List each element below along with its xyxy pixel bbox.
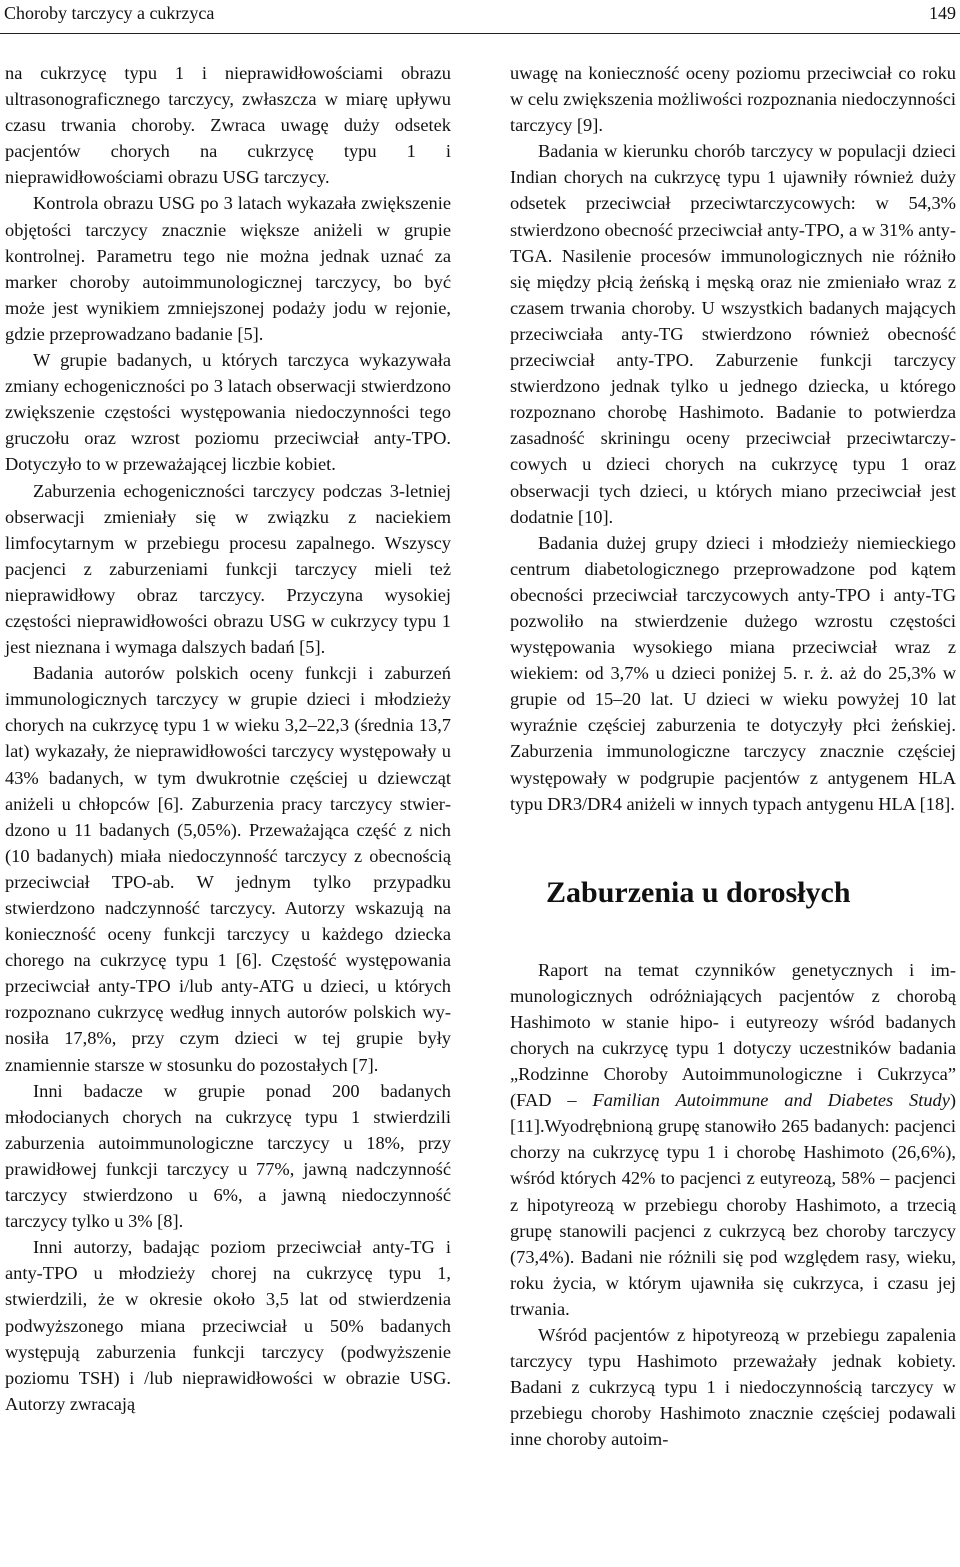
paragraph: Wśród pacjentów z hipotyreozą w przebiegu zapalenia tarczycy typu Hashimoto przeważały jednak kobiety. Badani z cukrzycą typu 1 i niedoczynnością tarczycy w przebiegu choroby Hashimoto znacznie częściej podawali inne choroby autoim- bbox=[510, 1325, 956, 1450]
paragraph: Inni autorzy, badając poziom przeciwciał anty-TG i anty-TPO u młodzieży chorej na cukrzycę typu 1, stwierdzili, że w okresie około 3,5 lat od stwierdzenia podwyższonego miana przeciwciał u 50% badanych występują zaburzenia funkcji tarczycy (podwyższenie poziomu TSH) i /lub nieprawidłowości w obrazie USG. Autorzy zwracają bbox=[5, 1237, 451, 1414]
paragraph bbox=[510, 957, 956, 1322]
paragraph: na cukrzycę typu 1 i nieprawidłowościami obrazu ultrasonograficznego tarczycy, zwłaszcza w miarę upływu czasu trwania choroby. Zwraca uwagę duży odsetek pacjentów chorych na cukrzycę typu 1 i nieprawidłowościami obrazu USG tarczycy. bbox=[5, 63, 451, 188]
left-column bbox=[5, 60, 451, 1417]
paragraph: W grupie badanych, u których tarczyca wykazywała zmiany echogeniczności po 3 latach obserwacji stwierdzono zwiększenie częstości występowania niedoczynności tego gruczołu oraz wzrost poziomu przeciwciał anty-TPO. Dotyczyło to w przeważającej liczbie kobiet. bbox=[5, 350, 451, 475]
paragraph: uwagę na konieczność oceny poziomu przeciwciał co roku w celu zwiększenia możliwości rozpoznania niedoczynności tarczycy [9]. bbox=[510, 63, 956, 136]
paragraph: Badania autorów polskich oceny funkcji i zaburzeń immunologicznych tarczycy w grupie dzieci i młodzieży chorych na cukrzycę typu 1 w wieku 3,2–22,3 (średnia 13,7 lat) wykazały, że nieprawidłowości tarczycy występowały u 43% badanych, w tym dwukrotnie częściej u dziewcząt aniżeli u chłopców [6]. Zaburzenia pracy tarczycy stwierdzono u 11 badanych (5,05%). Przeważająca część z nich (10 badanych) miała niedoczynność tarczycy z obecnością przeciwciał TPO-ab. W jednym tylko przypadku stwierdzono nadczynność tarczycy. Autorzy wskazują na konieczność oceny funkcji tarczycy u każdego dziecka chorego na cukrzycę typu 1 [6]. Częstość występowania przeciwciał anty-TPO i/lub anty-ATG u dzieci, u których rozpoznano cukrzycę według innych autorów polskich wynosiła 17,8%, przy czym dzieci w tej grupie były znamiennie starsze w stosunku do pozostałych [7]. bbox=[5, 663, 451, 1075]
paragraph: Badania w kierunku chorób tarczycy w populacji dzieci Indian chorych na cukrzycę typu 1 ujawniły również duży odsetek przeciwciał przeciwtarczycowych: w 54,3% stwierdzono obecność przeciwciał anty-TPO, a w 31% anty-TGA. Nasilenie procesów immunologicznych nie różniło się między płcią żeńską i męską oraz nie zmieniało wraz z czasem trwania choroby. U wszystkich badanych mających przeciwciała anty-TG stwierdzono również obecność przeciwciał anty-TPO. Zaburzenie funkcji tarczycy stwierdzono jednak tylko u jednego dziecka, u którego rozpoznano chorobę Hashimoto. Badanie to potwierdza zasadność skriningu oceny przeciwciał przeciwtarczycowych u dzieci chorych na cukrzycę typu 1 oraz obserwacji tych dzieci, u których miano przeciwciał jest dodatnie [10]. bbox=[510, 141, 956, 527]
paragraph-text: ) [11].Wyodrębnioną grupę stanowiło 265 badanych: pacjenci chorzy na cukrzycę typu 1 i chorobę Hashimoto (26,6%), wśród których 42% to pacjenci z eutyreozą, 58% – pacjenci z hipotyreozą w przebiegu choroby Hashimoto, a trzecią grupę stanowili pacjenci z cukrzycą bez choroby tarczycy (73,4%). Badani nie różnili się pod względem rasy, wieku, roku życia, w którym ujawniła się cukrzyca, i czasu jej trwania. bbox=[510, 1090, 956, 1319]
page-header bbox=[0, 0, 960, 34]
paragraph: Badania dużej grupy dzieci i młodzieży niemieckiego centrum diabetologicznego przeprowadzone pod kątem obecności przeciwciał tarczycowych anty-TPO i anty-TG pozwoliło na stwierdzenie dużego wzrostu częstości występowania wysokiego miana przeciwciał wraz z wiekiem: od 3,7% u dzieci poniżej 5. r. ż. aż do 25,3% w grupie od 15–20 lat. U dzieci w wieku powyżej 10 lat wyraźnie częściej zaburzenia te dotyczyły płci żeńskiej. Zaburzenia immunologiczne tarczycy znacznie częściej występowały w podgrupie pacjentów z antygenem HLA typu DR3/DR4 aniżeli w innych typach antygenu HLA [18]. bbox=[510, 532, 956, 814]
right-column bbox=[510, 60, 956, 1453]
paragraph: Inni badacze w grupie ponad 200 badanych młodocianych chorych na cukrzycę typu 1 stwierdzili zaburzenia autoimmunologiczne tarczycy u 18%, przy prawidłowej funkcji tarczycy u 77%, jawną nadczynność tarczycy stwierdzono u 6%, a jawną niedoczynność tarczycy tylko u 3% [8]. bbox=[5, 1080, 451, 1232]
page-number: 149 bbox=[929, 3, 956, 23]
study-name: Familian Autoimmune and Diabetes Study bbox=[592, 1090, 950, 1111]
section-heading: Zaburzenia u dorosłych bbox=[546, 875, 851, 909]
paragraph: Zaburzenia echogeniczności tarczycy podczas 3-letniej obserwacji zmieniały się w związku z naciekiem limfocytarnym w przebiegu procesu zapalnego. Wszyscy pacjenci z zaburzeniami funkcji tarczycy mieli też nieprawidłowy obraz tarczycy. Przyczyna wysokiej częstości nieprawidłowości obrazu USG w cukrzycy typu 1 jest nieznana i wymaga dalszych badań [5]. bbox=[5, 480, 451, 658]
running-title: Choroby tarczycy a cukrzyca bbox=[4, 3, 215, 23]
paragraph-text: Raport na temat czynników genetycznych i immunologicznych odróżniających pacjentów z chorobą Hashimoto w stanie hipo- i eutyreozy wśród badanych chorych na cukrzycę typu 1 dotyczy uczestników badania „Rodzinne Choroby Autoimmunologiczne i Cukrzyca” (FAD – bbox=[510, 959, 956, 1111]
paragraph: Kontrola obrazu USG po 3 latach wykazała zwiększenie objętości tarczycy znacznie większe aniżeli w grupie kontrolnej. Parametru tego nie można jednak uznać za marker choroby autoimmunologicznej tarczycy, bo być może jest wynikiem zmniejszonej podaży jodu w rejonie, gdzie przeprowadzano badanie [5]. bbox=[5, 193, 451, 344]
